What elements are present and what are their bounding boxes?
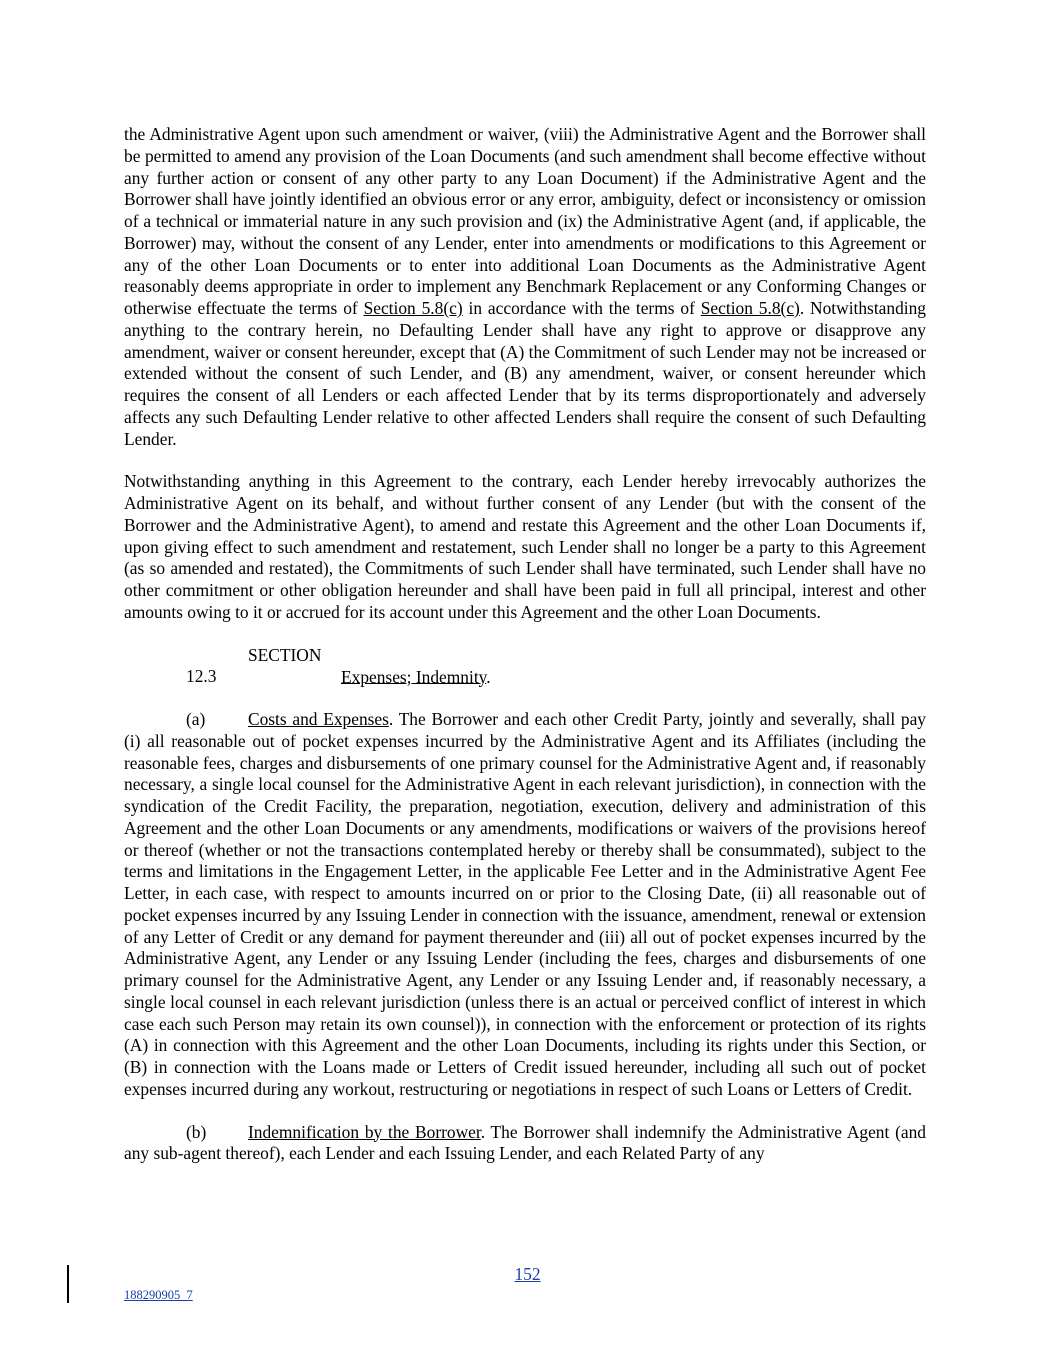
document-id: 188290905_7 — [124, 1288, 193, 1302]
subsection-a — [124, 709, 926, 1101]
section-title: Expenses; Indemnity — [341, 666, 487, 687]
section-reference-link: Section 5.8(c) — [700, 298, 800, 318]
subsection-title: Indemnification by the Borrower — [248, 1121, 481, 1142]
paragraph-lender-authorization: Notwithstanding anything in this Agreement to the contrary, each Lender hereby irrevocably authorizes the Administrative Agent on its behalf, and without further consent of any Lender (but with the consent of the Borrower and the Administrative Agent), to amend and restate this Agreement and the other Loan Documents if, upon giving effect to such amendment and restatement, such Lender shall no longer be a party to this Agreement (as so amended and restated), the Commitments of such Lender shall have terminated, such Lender shall have no other commitment or other obligation hereunder and shall have been paid in full all principal, interest and other amounts owing to it or accrued for its account under this Agreement and the other Loan Documents. — [124, 471, 926, 622]
page-number: 152 — [514, 1264, 541, 1284]
paragraph-text: . Notwithstanding anything to the contrary herein, no Defaulting Lender shall have any right to approve or disapprove any amendment, waiver or consent hereunder, except that (A) the Commitment of such Lender may not be increased or extended without the consent of such Lender, and (B) any amendment, waiver, or consent hereunder which requires the consent of all Lenders or each affected Lender that by its terms disproportionately and adversely affects any such Defaulting Lender relative to other affected Lenders shall require the consent of such Defaulting Lender. — [124, 298, 926, 449]
page-body — [124, 124, 926, 1186]
subsection-label: (a) — [186, 709, 206, 729]
revision-margin-bar — [67, 1265, 69, 1303]
subsection-title: Costs and Expenses — [248, 709, 389, 729]
subsection-body: . The Borrower shall indemnify the Administrative Agent (and any sub-agent thereof), each Lender and each Issuing Lender, and each Related Party of any — [124, 1121, 927, 1164]
paragraph-text: in accordance with the terms of — [462, 298, 701, 318]
subsection-body: . The Borrower and each other Credit Party, jointly and severally, shall pay (i) all reasonable out of pocket expenses incurred by the Administrative Agent and its Affiliates (including the reasonable fees, charges and disbursements of one primary counsel for the Administrative Agent and, if reasonably necessary, a single local counsel for the Administrative Agent in each relevant jurisdiction), in connection with the syndication of the Credit Facility, the preparation, negotiation, execution, delivery and administration of this Agreement and the other Loan Documents or any amendments, modifications or waivers of the provisions hereof or thereof (whether or not the transactions contemplated hereby or thereby shall be consummated), subject to the terms and limitations in the Engagement Letter, in the applicable Fee Letter and in the Administrative Agent Fee Letter, in each case, with respect to amounts incurred on or prior to the Closing Date, (ii) all reasonable out of pocket expenses incurred by any Issuing Lender in connection with the issuance, amendment, renewal or extension of any Letter of Credit or any demand for payment thereunder and (iii) all out of pocket expenses incurred by the Administrative Agent, any Lender or any Issuing Lender (including the fees, charges and disbursements of one primary counsel for the Administrative Agent, any Lender or any Issuing Lender and, if reasonably necessary, a single local counsel in each relevant jurisdiction (unless there is an actual or perceived conflict of interest in which case each such Person may retain its own counsel)), in connection with the enforcement or protection of its rights (A) in connection with this Agreement and the other Loan Documents, including its rights under this Section, or (B) in connection with the Loans made or Letters of Credit issued hereunder, including all such out of pocket expenses incurred during any workout, restructuring or negotiations in respect of such Loans or Letters of Credit. — [124, 709, 926, 1099]
subsection-b — [124, 1122, 926, 1166]
section-number: SECTION 12.3 — [186, 644, 322, 687]
section-heading — [124, 645, 926, 689]
section-title-end: . — [486, 666, 491, 687]
paragraph-amendments-continued — [124, 124, 926, 450]
paragraph-text: the Administrative Agent upon such amendment or waiver, (viii) the Administrative Agent and the Borrower shall be permitted to amend any provision of the Loan Documents (and such amendment shall become effective without any further action or consent of any other party to any Loan Document) if the Administrative Agent and the Borrower shall have jointly identified an obvious error or any error, ambiguity, defect or inconsistency or omission of a technical or immaterial nature in any such provision and (ix) the Administrative Agent (and, if applicable, the Borrower) may, without the consent of any Lender, enter into amendments or modifications to this Agreement or any of the other Loan Documents or to enter into additional Loan Documents as the Administrative Agent reasonably deems appropriate in order to implement any Benchmark Replacement or any Conforming Changes or otherwise effectuate the terms of — [124, 124, 926, 318]
section-reference-link: Section 5.8(c) — [363, 298, 463, 318]
subsection-label: (b) — [186, 1121, 207, 1142]
